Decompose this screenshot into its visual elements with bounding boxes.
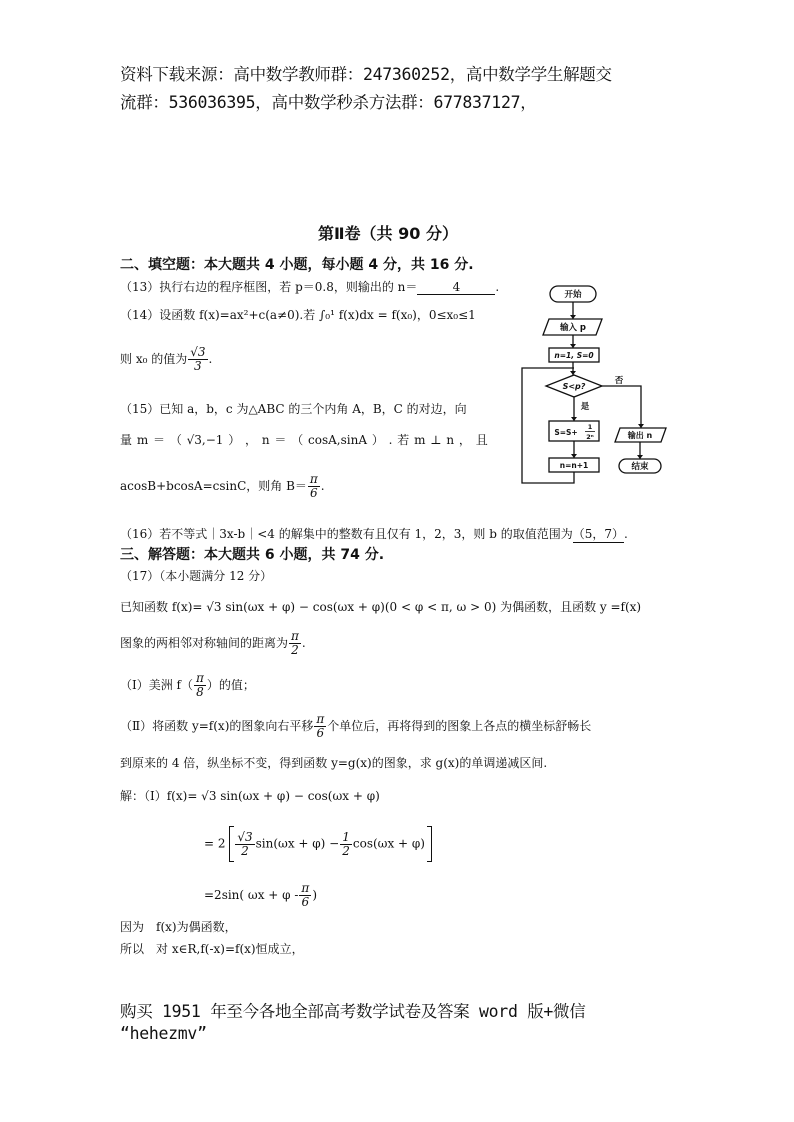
solution-line-3-fraction xyxy=(299,882,311,909)
question-15-line-1: （15）已知 a，b，c 为△ABC 的三个内角 A，B，C 的对边，向 xyxy=(120,402,467,416)
q15-text: acosB+bcosA=csinC，则角 B＝ xyxy=(120,479,307,493)
header-line-2: 流群：536036395，高中数学秒杀方法群：677837127， xyxy=(120,93,537,112)
q17-title: （17）（本小题满分 12 分） xyxy=(120,569,273,583)
solution-line-3-end: ) xyxy=(312,888,317,902)
left-bracket xyxy=(229,826,234,862)
flowchart-output-label: 输出 n xyxy=(627,431,653,440)
one-half-fraction xyxy=(340,831,352,858)
because-line: 因为 f(x)为偶函数， xyxy=(120,920,237,934)
q15-answer-denominator: 6 xyxy=(310,486,318,500)
part-2-text: （Ⅱ）将函数 y=f(x)的图象向右平移 xyxy=(120,719,314,733)
part-1-fraction xyxy=(194,672,206,699)
question-14-line-2 xyxy=(120,346,212,373)
q17-line-2-period: . xyxy=(301,636,306,650)
program-flowchart xyxy=(516,282,682,490)
part-title: 第Ⅱ卷（共 90 分） xyxy=(318,224,458,243)
q17-line-2-denominator: 2 xyxy=(291,643,299,657)
q17-part-1 xyxy=(120,672,255,699)
solution-line-3-numerator: π xyxy=(301,881,310,895)
flowchart-start-label: 开始 xyxy=(564,290,582,300)
q17-line-2-fraction xyxy=(289,630,301,657)
solution-line-3 xyxy=(204,882,317,909)
q15-period: . xyxy=(320,479,325,493)
sqrt3-over-2-fraction xyxy=(235,831,254,858)
question-13 xyxy=(120,278,499,295)
flowchart-update-denominator: 2ⁿ xyxy=(586,433,594,441)
part-1-suffix: ）的值； xyxy=(206,678,255,692)
flowchart-no-label: 否 xyxy=(614,376,624,386)
flowchart-update-label: S=S+ xyxy=(554,428,578,437)
q17-line-2 xyxy=(120,630,306,657)
q15-answer-fraction xyxy=(308,473,320,500)
solution-line-2 xyxy=(204,826,432,866)
part-2-text-continued: 个单位后，再将得到的图象上各点的横坐标舒畅长 xyxy=(327,719,592,733)
q16-answer: （5，7） xyxy=(572,527,625,541)
solution-line-3-denominator: 6 xyxy=(301,895,310,909)
solution-line-3-text: =2sin( ωx + φ - xyxy=(204,888,299,902)
one-half-denominator: 2 xyxy=(342,843,350,858)
flowchart-condition-label: S<p? xyxy=(562,382,586,391)
header-line-1: 资料下载来源：高中数学教师群：247360252，高中数学学生解题交 xyxy=(120,65,612,84)
flowchart-input-label: 输入 p xyxy=(559,323,587,333)
q14-period: . xyxy=(208,352,213,366)
q13-text: （13）执行右边的程序框图，若 p＝0.8，则输出的 n＝ xyxy=(120,280,418,294)
flowchart-end-label: 结束 xyxy=(631,462,649,472)
question-14-line-1: （14）设函数 f(x)=ax²+c(a≠0).若 ∫₀¹ f(x)dx = f(x₀)，0≤x₀≤1 xyxy=(120,308,476,322)
part-2-numerator: π xyxy=(316,712,325,726)
footer-line-1: 购买 1951 年至今各地全部高考数学试卷及答案 word 版+微信 xyxy=(120,1002,586,1021)
q17-line-1: 已知函数 f(x)= √3 sin(ωx + φ) − cos(ωx + φ)(0 < φ < π, ω > 0) 为偶函数，且函数 y =f(x) xyxy=(120,600,642,614)
footer-line-2: “hehezmv” xyxy=(120,1024,207,1043)
right-bracket xyxy=(427,826,432,862)
part-2-denominator: 6 xyxy=(316,726,325,740)
part-2-fraction xyxy=(314,713,326,740)
part-1-numerator: π xyxy=(196,671,204,685)
question-15-line-3 xyxy=(120,473,325,500)
part-1-text: （Ⅰ）美洲 f（ xyxy=(120,678,193,692)
q13-period: . xyxy=(495,280,500,294)
q17-part-2-line-2: 到原来的 4 倍，纵坐标不变，得到函数 y=g(x)的图象，求 g(x)的单调递减区间. xyxy=(120,756,548,770)
flowchart-increment-label: n=n+1 xyxy=(559,461,589,470)
solution-line-1: 解：（Ⅰ）f(x)= √3 sin(ωx + φ) − cos(ωx + φ) xyxy=(120,789,380,803)
flowchart-init-label: n=1, S=0 xyxy=(554,351,594,360)
question-15-line-2: 量 m ＝ （ √3,−1 ） ， n ＝ （ cosA,sinA ） . 若 m ⊥ n ， 且 xyxy=(120,433,488,447)
flowchart-yes-label: 是 xyxy=(580,402,590,412)
q17-part-2-line-1 xyxy=(120,713,591,740)
section-2-heading: 二、填空题：本大题共 4 小题，每小题 4 分，共 16 分. xyxy=(120,257,474,273)
solution-line-2-end: cos(ωx + φ) xyxy=(352,836,425,851)
solution-line-2-coefficient: = 2 xyxy=(204,836,226,851)
q14-answer-numerator: √3 xyxy=(190,345,206,359)
question-16 xyxy=(120,525,628,543)
one-half-numerator: 1 xyxy=(342,829,350,844)
solution-line-2-middle: sin(ωx + φ) − xyxy=(255,836,340,851)
part-1-denominator: 8 xyxy=(196,685,204,699)
q17-line-2-text: 图象的两相邻对称轴间的距离为 xyxy=(120,636,289,650)
sqrt3-numerator: √3 xyxy=(237,829,253,844)
q17-line-2-numerator: π xyxy=(291,629,299,643)
q16-period: . xyxy=(624,527,628,541)
q15-answer-numerator: π xyxy=(309,472,318,486)
q14-answer-fraction xyxy=(188,346,207,373)
flowchart-update-numerator: 1 xyxy=(587,423,593,431)
therefore-line: 所以 对 x∈R,f(-x)=f(x)恒成立， xyxy=(120,942,304,956)
q14-answer-denominator: 3 xyxy=(194,359,202,373)
section-3-heading: 三、解答题：本大题共 6 小题，共 74 分. xyxy=(120,547,385,563)
q16-text: （16）若不等式｜3x-b｜<4 的解集中的整数有且仅有 1，2，3，则 b 的取值范围为 xyxy=(120,527,573,541)
sqrt3-denominator: 2 xyxy=(241,843,249,858)
q13-answer: 4 xyxy=(417,280,495,295)
q14-text: 则 x₀ 的值为 xyxy=(120,352,188,366)
